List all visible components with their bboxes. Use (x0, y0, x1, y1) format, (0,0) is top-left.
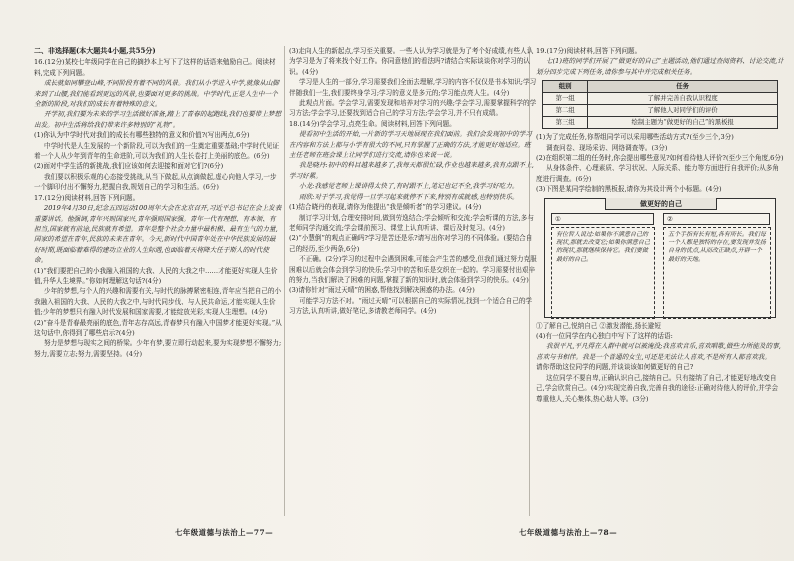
sub-question: (2)面对中学生活的新挑战,我们应该如何去迎接和面对它们?(6分) (34, 162, 224, 171)
material-text: 成长就如同攀登山峰,不同阶段有着不同的风景。我们从小学进入中学,就像从山脚来到了山腰,我们能看到更远的风景,也要面对更多的挑战。中学时代,正是人生中一个全新的阶段,对我们的成长有着特殊的意义。 (34, 79, 279, 109)
left-column (34, 46, 282, 516)
material-text: 开学初,我们要为未来的学习生活做好准备,踏上了青春的起跑线,我们也要带上梦想出发。初中生活将给我们带来许多特别的“礼物”。 (34, 110, 282, 129)
board-heading-slot-2: ② (663, 213, 770, 225)
sub-question: (3)走向人生的新起点,学习至关重要。一些人认为学习就是为了考个好成绩,有些人认为学习是为了将来找个好工作。你同意他们的看法吗?请结合实际谈谈你对学习的认识。(4分) (289, 47, 534, 76)
answer-text: 这位同学不要自卑,正确认识自己,接纳自己。只有接纳了自己,才能更好地改变自己,学会欣赏自己。(4分)实现完善自我,完善自我的途径:正确对待他人的评价,并学会尊重他人,关心集体,热心助人等。(3分) (536, 373, 779, 403)
material-text: 雨欣:对于学习,我觉得一旦学习起来就停不下来,特别有成就感,也特别快乐。 (299, 192, 519, 201)
answer-text: ①了解自己,悦纳自己 ②激发潜能,扬长避短 (536, 321, 661, 330)
answer-text: 学习是人生的一部分,学习需要我们全面去理解,学习的内容不仅仅是书本知识;学习伴随我们一生,我们要终身学习;学习的意义是多元的;学习能点亮人生。(4分) (289, 78, 537, 97)
question-16-prompt: 16.(12分)某校七年级同学在自己的摘抄本上写下了这样的话语来勉励自己。阅读材料,完成下列问题。 (34, 58, 276, 77)
sub-question: (3)请你针对“雨过天晴”的困惑,帮他找到解决困惑的办法。(4分) (289, 286, 475, 295)
table-row (543, 105, 778, 117)
table-header: 任务 (588, 81, 778, 93)
table-cell: 第三组 (543, 117, 588, 129)
table-cell: 第二组 (543, 105, 588, 117)
answer-text: 不正确。(2分)学习的过程中会遇到困难,可能会产生苦的感受,但我们通过努力克服困难以后就会体会到学习的快乐;学习中的苦和乐是交织在一起的。学习需要付出艰辛的努力,当我们解决了困难的问题,掌握了新的知识时,就会体验到学习的快乐。(4分) (289, 255, 537, 284)
answer-text: 可能学习方法不对。“雨过天晴”可以根据自己的实际情况,找到一个适合自己的学习方法,认真听讲,做好笔记,多请教老师同学。(4分) (289, 296, 533, 316)
blackboard-figure (544, 198, 776, 318)
right-column (536, 46, 784, 516)
answer-text: 少年的梦想,与个人的兴趣和需要有关,与时代的脉搏紧密相连,青年应当把自己的小我融入祖国的大我、人民的大我之中,与时代同步伐、与人民共命运,才能实现人生价值;少年的梦想只有融入时代发展和国家需要,才能绽放光彩,实现人生理想。(4分) (34, 287, 282, 317)
column-divider (284, 46, 285, 516)
material-text: 我是晓丹:初中的科目越来越多了,我每天都很忙碌,作业也越来越多,我有点跟不上,学习好累。 (289, 161, 534, 180)
answer-text: 制订学习计划,合理安排时间,做到劳逸结合;学会倾听和交流;学会听课的方法,多与老师同学沟通交流;学会课前预习、课堂上认真听讲、课后及时复习。(4分) (289, 213, 534, 232)
board-heading-slot-1: ① (551, 213, 654, 225)
table-row (543, 117, 778, 129)
section-title: 二、非选择题(本大题共4小题,共55分) (34, 46, 156, 55)
material-text: 七(1)班的同学们开展了“做更好的自己”主题活动,他们通过查阅资料、讨论交流,计划分四步完成下列任务,请你参与其中并完成相关任务。 (536, 57, 784, 76)
table-cell: 了解他人对同学们的评价 (588, 105, 778, 117)
material-text: 我很平凡,平凡得在人群中就可以被淹没;我喜欢音乐,喜欢唱歌,做些力所能及的事,喜欢与书相伴。我是一个普通的女生,可还是无法让人喜欢,不是所有人都喜欢我。 (536, 342, 781, 361)
middle-column (289, 46, 537, 516)
sub-question: 请你帮助这位同学的问题,并谈谈该如何做更好的自己? (536, 363, 694, 372)
answer-text: 努力是梦想与现实之间的桥梁。少年有梦,要立即行动起来,要为实现梦想不懈努力;努力,需要立志;努力,需要坚持。(4分) (34, 339, 282, 358)
material-text: 小龙:我感觉老师上课讲得太快了,有时跟不上,笔记也记不全,我学习好吃力。 (299, 182, 519, 191)
table-cell: 第一组 (543, 93, 588, 105)
board-title: 做更好的自己 (605, 198, 717, 210)
task-table (542, 80, 778, 129)
table-cell: 绘制主题为“做更好的自己”的黑板报 (588, 117, 778, 129)
answer-text: 此观点片面。学会学习,需要发现和培养对学习的兴趣;学会学习,需要掌握科学的学习方法;学会学习,还要找到适合自己的学习方法;学会学习,并不只有成绩。 (289, 99, 537, 118)
board-text-box: 五个手指有长有短,各有所长。我们每一个人都是独特的存在,要发现并发扬自身的优点,从而改正缺点,开辟一个最好的天地。 (663, 227, 771, 319)
sub-question: (1)“我们要把自己的小我融入祖国的大我、人民的大我之中……才能更好实现人生价值,升华人生境界。”你如何理解这句话?(4分) (34, 266, 278, 285)
sub-question: (2)“奋斗是青春最亮丽的底色,青年志存高远,青春梦只有融入中国梦才能更好实现。”从这句话中,你得到了哪些启示?(4分) (34, 318, 282, 337)
question-17-prompt: 17.(12分)阅读材料,回答下列问题。 (34, 193, 140, 202)
sub-question: (3)下图是某同学绘制的黑板报,请你为其设计两个小标题。(4分) (536, 185, 722, 194)
sub-question: (2)在组织第二组的任务时,你会提出哪些意见?如何看待他人评价?(至少三个角度,6分) (536, 154, 784, 163)
table-header: 组别 (543, 81, 588, 93)
answer-text: 我们要以积极乐观的心态接受挑战,从当下做起,从点滴做起,虚心向他人学习,一步一个脚印付出不懈努力,把握自我,规划自己的学习和生活。(6分) (34, 172, 277, 192)
sub-question: (2)“小慧倒”的观点正确吗?学习是苦还是乐?请写出你对学习的不同体验。(要结合自己的经历,至少两条,6分) (289, 234, 533, 253)
board-text-box: 有位哲人说过:如果你不满意自己的现状,那就去改变它;如果你满意自己的现状,那就继续保持它。我们要做最好的自己。 (551, 227, 655, 319)
question-19-prompt: 19.(17分)阅读材料,回答下列问题。 (536, 47, 642, 55)
table-cell: 了解并完善自我认识程度 (588, 93, 778, 105)
sub-question: (1)为了完成任务,你帮组同学可以采用哪些活动方式?(至少三个,3分) (536, 133, 734, 142)
answer-text: 从身体条件、心理素质、学习状况、人际关系、能力等方面进行自我评价;从多角度进行调查。(6分) (536, 164, 780, 183)
material-text: 2019年4月30日,纪念五四运动100周年大会在北京召开,习近平总书记在会上发表重要讲话。他强调,青年兴则国家兴,青年强则国家强。青年一代有理想、有本领、有担当,国家就有前途,民族就有希望。青年是整个社会力量中最积极、最有生气的力量,国家的希望在青年,民族的未来在青年。今天,新时代中国青年处在中华民族发展的最好时期,既面临着难得的建功立业的人生际遇,也面临着天将降大任于斯人的时代使命。 (34, 204, 282, 265)
material-text: 提看初中生活的开始,一片新的学习天地展现在我们面前。我们会发现初中的学习在内容和方法上都与小学有很大的不同,只有掌握了正确的方法,才能更好地适应。班主任老师在班会课上让同学们进行交流,请你也来说一说。 (289, 130, 532, 160)
page-footer-left: 七年级道德与法治上—77— (175, 528, 274, 537)
sub-question: (1)你认为中学时代对我们的成长有哪些独特的意义和价值?(写出两点,6分) (34, 131, 250, 140)
sub-question: (4)有一位同学在内心独白中写下了这样的话语: (536, 332, 673, 341)
table-header-row (543, 81, 778, 93)
table-row (543, 93, 778, 105)
answer-text: 中学时代是人生发展的一个新阶段,可以为我们的一生奠定重要基础;中学时代见证着一个人从少年到青年的生命进阶,可以为我们的人生长卷打上美丽的底色。(6分) (34, 141, 280, 161)
question-18-prompt: 18.(14分)学会学习,点亮生命。阅读材料,回答下列问题。 (289, 119, 456, 128)
sub-question: (1)结合晓丹的表现,请你为他提出“我是倾听者”的学习建议。(4分) (289, 203, 482, 212)
answer-text: 调查问卷、现场采访、网络调查等。(3分) (546, 143, 668, 152)
page-footer-right: 七年级道德与法治上—78— (519, 528, 618, 537)
